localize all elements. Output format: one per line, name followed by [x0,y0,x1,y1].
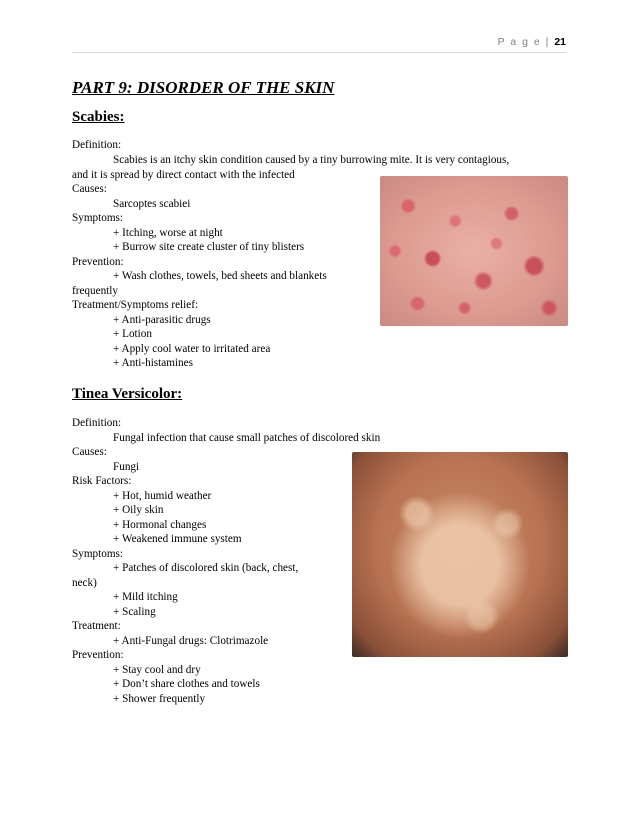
text-line: + Wash clothes, towels, bed sheets and blankets [113,270,327,282]
text-line: Causes: [72,183,107,195]
part-title: PART 9: DISORDER OF THE SKIN [72,78,335,97]
text-line: Fungal infection that cause small patches of discolored skin [113,432,381,444]
text-line: Scabies is an itchy skin condition caused by a tiny burrowing mite. It is very contagious, [113,154,510,166]
page-separator: | [545,36,550,48]
text-line: + Apply cool water to irritated area [113,343,271,355]
text-line: + Anti-parasitic drugs [113,314,211,326]
tinea-versicolor-back-photo [352,452,568,657]
section-title-scabies: Scabies: [72,109,125,125]
text-line: + Oily skin [113,504,164,516]
text-line: frequently [72,285,118,297]
text-line: + Patches of discolored skin (back, chest, [113,562,299,574]
section-title-tinea-versicolor: Tinea Versicolor: [72,386,183,402]
text-line: Symptoms: [72,548,123,560]
text-line: Fungi [113,461,140,473]
text-line: Risk Factors: [72,475,132,487]
text-line: + Anti-Fungal drugs: Clotrimazole [113,635,269,647]
text-line: + Burrow site create cluster of tiny blisters [113,241,305,253]
text-line: Treatment/Symptoms relief: [72,299,199,311]
text-line: Definition: [72,417,122,429]
scabies-skin-photo [380,176,568,326]
text-line: + Shower frequently [113,693,206,705]
text-line: Prevention: [72,256,124,268]
text-line: Definition: [72,139,122,151]
text-line: + Mild itching [113,591,178,603]
text-line: + Scaling [113,606,156,618]
text-line: + Anti-histamines [113,357,193,369]
text-line: Symptoms: [72,212,123,224]
text-line: + Weakened immune system [113,533,242,545]
page-number: 21 [554,36,566,48]
text-line: + Itching, worse at night [113,227,223,239]
text-line: + Don’t share clothes and towels [113,678,260,690]
text-line: Prevention: [72,649,124,661]
text-line: and it is spread by direct contact with the infected [72,169,295,181]
text-line: + Hormonal changes [113,519,207,531]
text-line: Sarcoptes scabiei [113,198,191,210]
header-divider [72,52,566,53]
text-line: Treatment: [72,620,121,632]
page-label: P a g e [497,36,542,48]
text-line: neck) [72,577,97,589]
text-line: + Stay cool and dry [113,664,201,676]
text-line: Causes: [72,446,107,458]
page-header [498,36,566,48]
text-line: + Hot, humid weather [113,490,212,502]
text-line: + Lotion [113,328,152,340]
